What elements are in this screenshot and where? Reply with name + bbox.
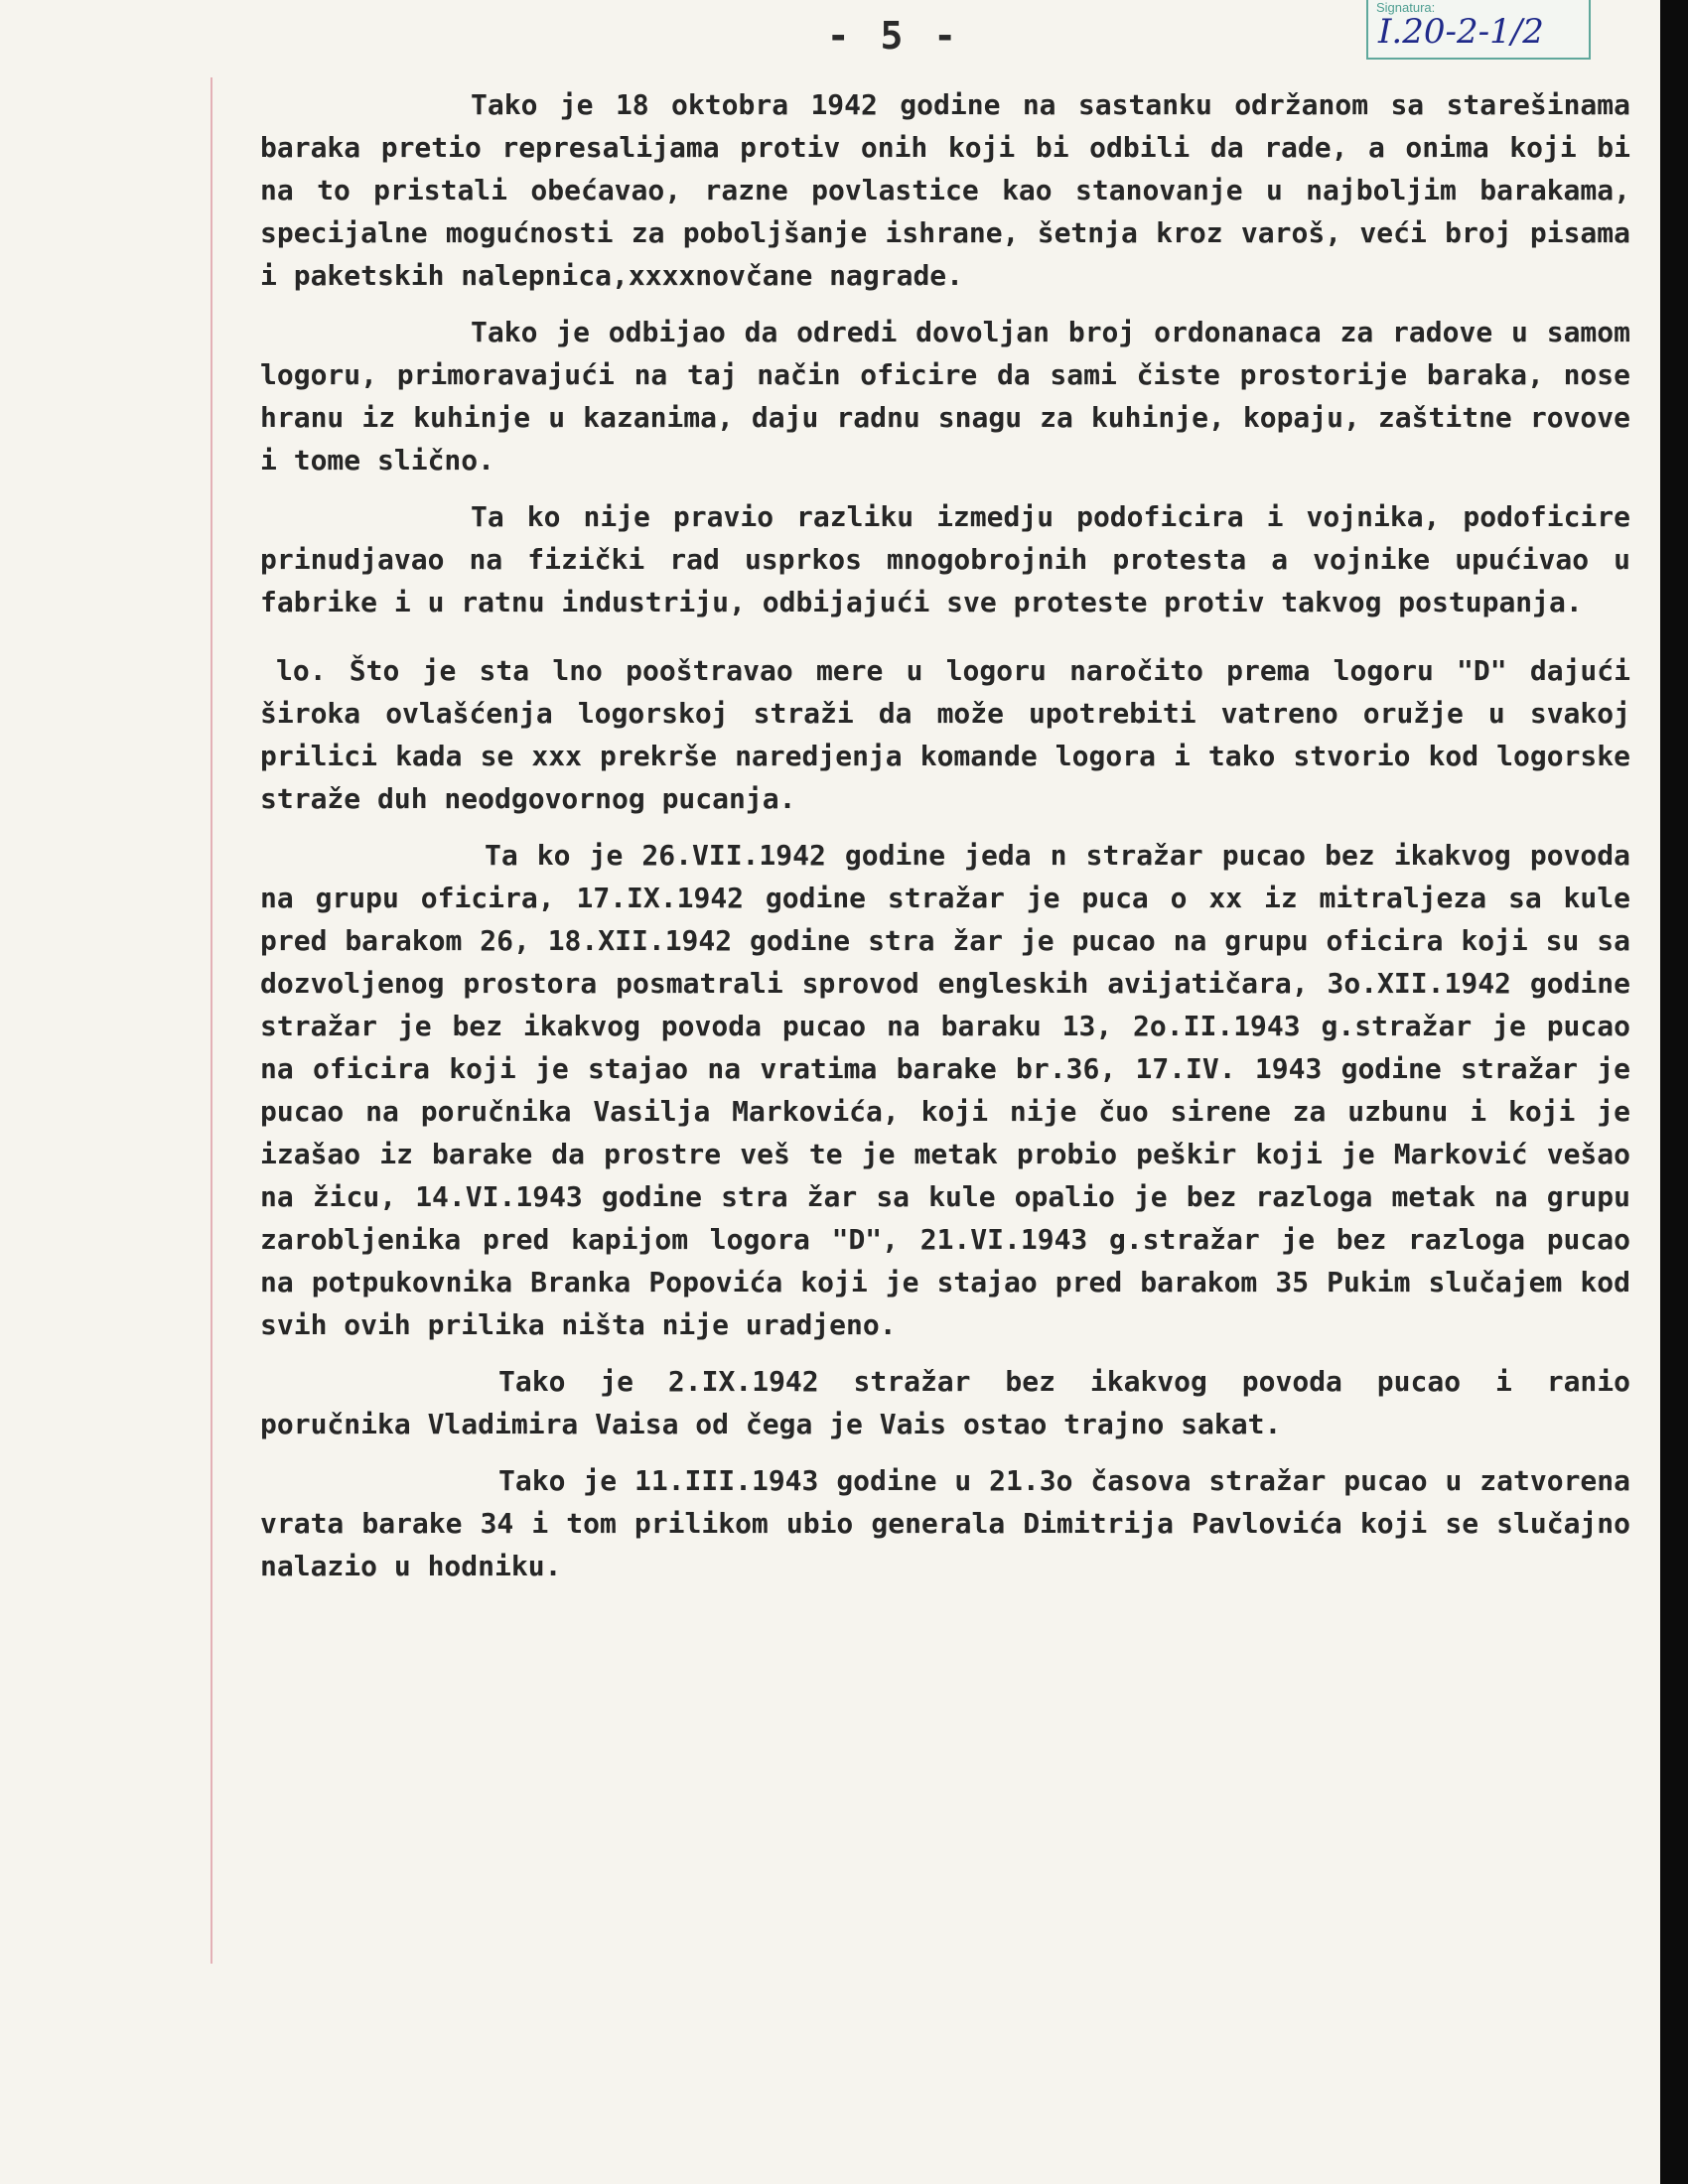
paragraph-5: Tako je 2.IX.1942 stražar bez ikakvog povoda pucao i ranio poručnika Vladimira Vaisa od čega je Vais ostao trajno sakat. <box>260 1365 1630 1440</box>
paragraph-item-10: lo. Što je sta lno pooštravao mere u logoru naročito prema logoru "D" dajući široka ovlašćenja logorskoj straži da može upotrebiti vatreno oružje u svakoj prilici kada se xxx prekrše naredjenja komande logora i tako stvorio kod logorske straže duh neodgovornog pucanja. <box>260 654 1630 815</box>
paragraph-6: Tako je 11.III.1943 godine u 21.3o časova stražar pucao u zatvorena vrata barake 34 i tom prilikom ubio generala Dimitrija Pavlovića koji se slučajno nalazio u hodniku. <box>260 1464 1630 1582</box>
signature-stamp <box>1366 0 1591 60</box>
margin-line <box>211 77 212 1964</box>
signature-label: Signatura: <box>1376 0 1436 15</box>
paragraph-3: Ta ko nije pravio razliku izmedju podoficira i vojnika, podoficire prinudjavao na fizički rad usprkos mnogobrojnih protesta a vojnike upućivao u fabrike i u ratnu industriju, odbijajući sve proteste protiv takvog postupanja. <box>260 500 1630 618</box>
signature-code: I.20-2-1/2 <box>1378 12 1544 52</box>
paragraph-1: Tako je 18 oktobra 1942 godine na sastanku održanom sa starešinama baraka pretio represalijama protiv onih koji bi odbili da rade, a onima koji bi na to pristali obećavao, razne povlastice kao stanovanje u najboljim barakama, specijalne mogućnosti za poboljšanje ishrane, šetnja kroz varoš, veći broj pisama i paketskih nalepnica,xxxxnovčane nagrade. <box>260 88 1630 292</box>
document-body <box>260 83 1630 1601</box>
scan-edge <box>1660 0 1688 2184</box>
paragraph-4: Ta ko je 26.VII.1942 godine jeda n stražar pucao bez ikakvog povoda na grupu oficira, 17.IX.1942 godine stražar je puca o xx iz mitraljeza sa kule pred barakom 26, 18.XII.1942 godine stra žar je pucao na grupu oficira koji su sa dozvoljenog prostora posmatrali sprovod engleskih avijatičara, 3o.XII.1942 godine stražar je bez ikakvog povoda pucao na baraku 13, 2o.II.1943 g.stražar je pucao na oficira koji je stajao na vratima barake br.36, 17.IV. 1943 godine stražar je pucao na poručnika Vasilja Markovića, koji nije čuo sirene za uzbunu i koji je izašao iz barake da prostre veš te je metak probio peškir koji je Marković vešao na žicu, 14.VI.1943 godine stra žar sa kule opalio je bez razloga metak na grupu zarobljenika pred kapijom logora "D", 21.VI.1943 g.stražar je bez razloga pucao na potpukovnika Branka Popovića koji je stajao pred barakom 35 Pukim slučajem kod svih ovih prilika ništa nije uradjeno. <box>260 839 1630 1341</box>
paragraph-2: Tako je odbijao da odredi dovoljan broj ordonanaca za radove u samom logoru, primoravajući na taj način oficire da sami čiste prostorije baraka, nose hranu iz kuhinje u kazanima, daju radnu snagu za kuhinje, kopaju, zaštitne rovove i tome slično. <box>260 316 1630 477</box>
page-number: - 5 - <box>826 14 961 58</box>
